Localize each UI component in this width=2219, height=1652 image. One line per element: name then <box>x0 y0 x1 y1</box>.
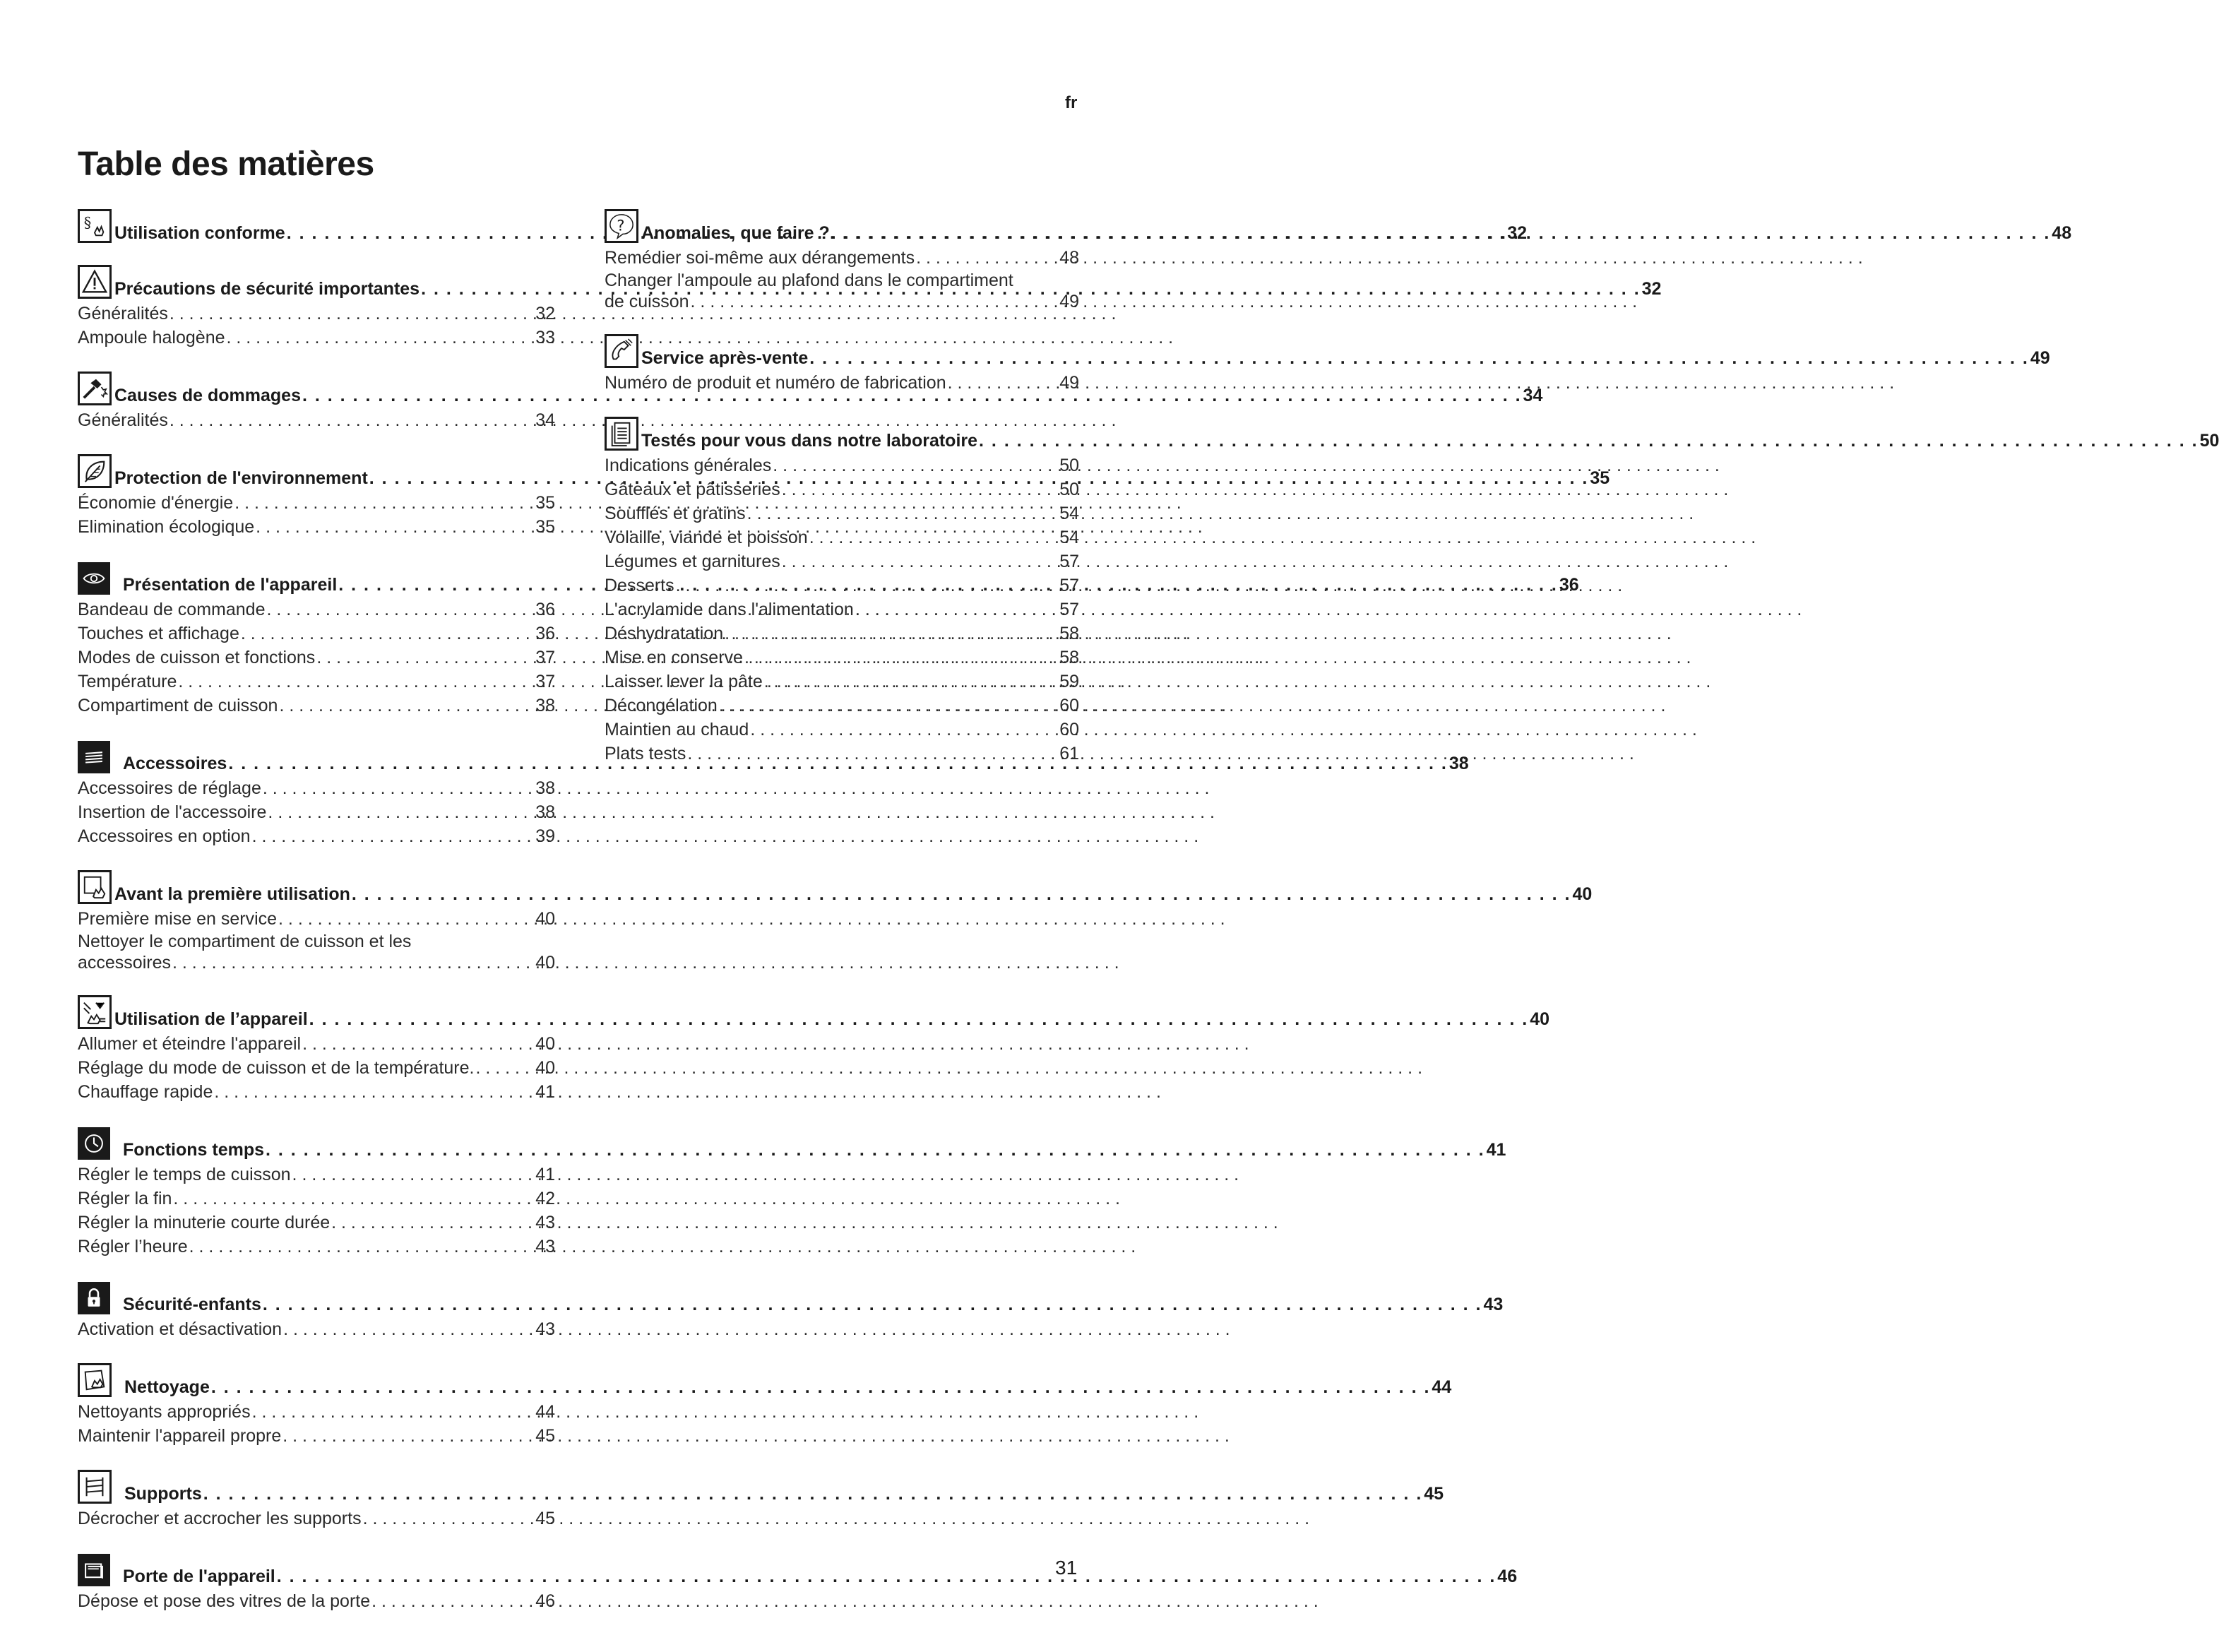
toc-entry[interactable] <box>78 1080 555 1104</box>
entry-label: Chauffage rapide <box>78 1082 213 1102</box>
document-lab-icon <box>605 417 638 451</box>
entry-label: Bandeau de commande <box>78 600 266 619</box>
entry-label: Économie d'énergie <box>78 493 234 513</box>
toc-section <box>605 330 2050 395</box>
toc-entry[interactable] <box>78 302 555 326</box>
entry-label: Décongélation <box>605 696 718 715</box>
section-title: Nettoyage <box>124 1377 210 1397</box>
section-title: Anomalies, que faire ? <box>641 223 830 243</box>
toc-section <box>78 1466 1444 1531</box>
lock-icon <box>78 1282 110 1314</box>
entry-page: 32 <box>535 304 555 323</box>
toc-entry[interactable] <box>605 694 1079 718</box>
page-title: Table des matières <box>78 145 374 183</box>
entry-label: Compartiment de cuisson <box>78 696 278 715</box>
entry-label: Accessoires en option <box>78 826 251 846</box>
toc-entry[interactable] <box>605 270 1079 312</box>
entry-page: 38 <box>535 802 555 822</box>
entry-page: 42 <box>535 1189 555 1208</box>
first-use-hand-icon <box>78 870 112 904</box>
section-title: Service après-vente <box>641 348 809 368</box>
toc-section <box>78 1276 1504 1341</box>
entry-page: 48 <box>1059 248 1079 268</box>
clock-icon <box>78 1127 110 1160</box>
entry-label: Accessoires de réglage <box>78 778 261 798</box>
toc-entry[interactable] <box>605 453 1079 477</box>
entry-page: 43 <box>535 1213 555 1232</box>
entry-page: 40 <box>535 1034 555 1054</box>
toc-entry[interactable] <box>78 1056 555 1080</box>
section-title: Précautions de sécurité importantes <box>114 279 420 299</box>
section-page: 36 <box>1559 575 1579 595</box>
entry-page: 57 <box>1059 552 1079 571</box>
section-title: Porte de l'appareil <box>123 1567 275 1586</box>
entry-label: Ampoule halogène <box>78 328 225 347</box>
toc-section <box>78 1122 1506 1259</box>
entry-page: 38 <box>535 696 555 715</box>
toc-section <box>78 1359 1452 1448</box>
section-title: Fonctions temps <box>123 1140 265 1160</box>
toc-entry[interactable] <box>78 1507 555 1531</box>
toc-entry[interactable] <box>78 1163 555 1187</box>
entry-page: 50 <box>1059 480 1079 499</box>
toc-entry[interactable] <box>78 1317 555 1341</box>
entry-page: 41 <box>535 1165 555 1184</box>
entry-label: Indications générales <box>605 456 772 475</box>
section-page: 32 <box>1641 279 1662 299</box>
entry-label: Gâteaux et pâtisseries <box>605 480 780 499</box>
section-page: 49 <box>2030 348 2050 368</box>
warning-triangle-icon <box>78 265 112 299</box>
section-page: 38 <box>1448 754 1469 773</box>
supports-rack-icon <box>78 1470 112 1504</box>
toc-entry[interactable] <box>78 1032 555 1056</box>
entry-page: 49 <box>1059 373 1079 393</box>
entry-page: 54 <box>1059 504 1079 523</box>
toc-entry[interactable] <box>78 1235 555 1259</box>
toc-entry[interactable] <box>605 646 1079 670</box>
entry-label: Maintenir l'appareil propre <box>78 1426 282 1446</box>
section-title: Accessoires <box>123 754 227 773</box>
entry-page: 46 <box>535 1591 555 1611</box>
toc-entry[interactable] <box>605 246 1079 270</box>
entry-page: 61 <box>1059 744 1079 763</box>
entry-page: 58 <box>1059 648 1079 667</box>
toc-entry[interactable] <box>605 670 1079 694</box>
entry-label: Régler la minuterie courte durée <box>78 1213 331 1232</box>
entry-label: Allumer et éteindre l'appareil <box>78 1034 302 1054</box>
entry-page: 35 <box>535 493 555 513</box>
toc-entry[interactable] <box>78 326 555 350</box>
entry-page: 36 <box>535 624 555 643</box>
accessories-tray-icon <box>78 741 110 773</box>
entry-page: 40 <box>535 953 555 973</box>
entry-label: Régler l’heure <box>78 1237 188 1256</box>
section-page: 32 <box>1507 223 1528 243</box>
entry-page: 45 <box>535 1426 555 1446</box>
entry-label: Nettoyants appropriés <box>78 1402 251 1422</box>
toc-entry[interactable] <box>78 1424 555 1448</box>
toc-section-heading[interactable] <box>78 866 1593 904</box>
entry-label: Remédier soi-même aux dérangements <box>605 248 915 268</box>
section-page: 40 <box>1530 1009 1550 1029</box>
entry-label: Régler la fin <box>78 1189 172 1208</box>
toc-section-heading[interactable] <box>605 330 2050 368</box>
entry-label: Déshydratation <box>605 624 724 643</box>
entry-label: Généralités <box>78 410 168 430</box>
entry-page: 37 <box>535 648 555 667</box>
entry-page: 44 <box>535 1402 555 1422</box>
toc-entry[interactable] <box>78 694 555 718</box>
entry-page: 57 <box>1059 576 1079 595</box>
svg-text:?: ? <box>617 217 625 234</box>
entry-label: Numéro de produit et numéro de fabrication <box>605 373 946 393</box>
section-title: Sécurité-enfants <box>123 1295 261 1314</box>
section-title: Utilisation de l’appareil <box>114 1009 308 1029</box>
section-title: Protection de l'environnement <box>114 468 368 488</box>
toc-section-heading[interactable] <box>78 1466 1444 1504</box>
entry-page: 43 <box>535 1237 555 1256</box>
toc-entry[interactable] <box>605 574 1079 598</box>
toc-entry[interactable] <box>78 646 555 670</box>
entry-label: Décrocher et accrocher les supports <box>78 1509 362 1528</box>
entry-page: 39 <box>535 826 555 846</box>
toc-entry[interactable] <box>605 525 1079 549</box>
toc-section <box>78 991 1550 1104</box>
entry-page: 37 <box>535 672 555 691</box>
toc-entry[interactable] <box>78 408 555 432</box>
entry-page: 60 <box>1059 720 1079 739</box>
entry-label: Mise en conserve <box>605 648 743 667</box>
entry-label: Régler le temps de cuisson <box>78 1165 291 1184</box>
toc-section-heading[interactable] <box>605 412 2219 451</box>
entry-label-line2: accessoires <box>78 953 171 973</box>
section-title: Utilisation conforme <box>114 223 285 243</box>
leaf-icon <box>78 454 112 488</box>
toc-entry[interactable] <box>78 670 555 694</box>
section-page: 43 <box>1483 1295 1504 1314</box>
entry-label: Volaille, viande et poisson <box>605 528 808 547</box>
entry-page: 54 <box>1059 528 1079 547</box>
toc-entry[interactable] <box>78 622 555 646</box>
section-title: Présentation de l'appareil <box>123 575 338 595</box>
entry-label: Dépose et pose des vitres de la porte <box>78 1591 371 1611</box>
language-code: fr <box>1065 93 1078 112</box>
section-title: Causes de dommages <box>114 386 301 405</box>
section-page: 46 <box>1497 1567 1518 1586</box>
entry-page: 45 <box>535 1509 555 1528</box>
entry-page: 59 <box>1059 672 1079 691</box>
entry-label: Réglage du mode de cuisson et de la température. <box>78 1058 475 1078</box>
toc-entry[interactable] <box>605 371 1079 395</box>
svg-text:§: § <box>83 213 92 231</box>
page-number: 31 <box>1055 1557 1078 1579</box>
toc-entry[interactable] <box>78 491 555 515</box>
toc-section-heading[interactable] <box>78 1359 1452 1397</box>
entry-page: 43 <box>535 1319 555 1339</box>
entry-page: 34 <box>535 410 555 430</box>
toc-entry[interactable] <box>78 1400 555 1424</box>
entry-label: Insertion de l'accessoire <box>78 802 267 822</box>
toc-entry[interactable] <box>78 598 555 622</box>
section-page: 48 <box>2052 223 2072 243</box>
toc-section-heading[interactable] <box>78 1122 1506 1160</box>
entry-label: L'acrylamide dans l'alimentation <box>605 600 854 619</box>
eye-icon <box>78 562 110 595</box>
toc-entry[interactable] <box>78 515 555 539</box>
phone-service-icon <box>605 334 638 368</box>
entry-page: 57 <box>1059 600 1079 619</box>
toc-entry[interactable] <box>78 824 555 848</box>
toc-section <box>78 866 1593 973</box>
section-page: 45 <box>1424 1484 1444 1504</box>
section-page: 34 <box>1523 386 1543 405</box>
toc-entry[interactable] <box>78 776 555 800</box>
toc-entry[interactable] <box>78 1589 555 1613</box>
entry-page: 49 <box>1059 292 1079 311</box>
toc-entry[interactable] <box>78 1211 555 1235</box>
entry-page: 35 <box>535 517 555 537</box>
entry-label: Activation et désactivation <box>78 1319 282 1339</box>
toc-entry[interactable] <box>605 718 1079 742</box>
entry-page: 40 <box>535 909 555 929</box>
section-page: 50 <box>2199 431 2219 451</box>
entry-label-line2: de cuisson <box>605 292 689 311</box>
entry-label: Desserts <box>605 576 674 595</box>
toc-entry[interactable] <box>605 549 1079 574</box>
toc-entry[interactable] <box>605 622 1079 646</box>
entry-label: Température <box>78 672 177 691</box>
section-title: Avant la première utilisation <box>114 884 350 904</box>
entry-page: 58 <box>1059 624 1079 643</box>
hammer-damage-icon <box>78 372 112 405</box>
oven-door-icon <box>78 1554 110 1586</box>
appliance-use-icon <box>78 995 112 1029</box>
section-title: Supports <box>124 1484 202 1504</box>
question-icon <box>605 209 638 243</box>
entry-label: Elimination écologique <box>78 517 255 537</box>
toc-entry[interactable] <box>605 501 1079 525</box>
toc-entry[interactable] <box>78 800 555 824</box>
entry-page: 33 <box>535 328 555 347</box>
toc-entry[interactable] <box>78 907 555 931</box>
entry-label: Laisser lever la pâte <box>605 672 763 691</box>
entry-label: Généralités <box>78 304 168 323</box>
entry-label-line1: Changer l'ampoule au plafond dans le compartiment <box>605 271 1013 290</box>
section-page: 41 <box>1486 1140 1506 1160</box>
entry-label-line1: Nettoyer le compartiment de cuisson et les <box>78 932 412 951</box>
entry-label: Première mise en service <box>78 909 278 929</box>
section-page: 35 <box>1590 468 1610 488</box>
section-paragraph-icon <box>78 209 112 243</box>
toc-entry[interactable] <box>605 742 1079 766</box>
section-page: 40 <box>1572 884 1593 904</box>
cleaning-hand-icon <box>78 1363 112 1397</box>
entry-label: Touches et affichage <box>78 624 239 643</box>
entry-label: Plats tests <box>605 744 686 763</box>
toc-section-heading[interactable] <box>78 991 1550 1029</box>
entry-page: 38 <box>535 778 555 798</box>
entry-page: 41 <box>535 1082 555 1102</box>
section-title: Testés pour vous dans notre laboratoire <box>641 431 978 451</box>
section-page: 44 <box>1432 1377 1452 1397</box>
toc-entry[interactable] <box>605 477 1079 501</box>
toc-entry[interactable] <box>78 1187 555 1211</box>
entry-label: Légumes et garnitures <box>605 552 780 571</box>
entry-page: 50 <box>1059 456 1079 475</box>
toc-entry[interactable] <box>78 931 555 973</box>
toc-section-heading[interactable] <box>78 1276 1504 1314</box>
entry-page: 40 <box>535 1058 555 1078</box>
entry-label: Modes de cuisson et fonctions <box>78 648 316 667</box>
entry-label: Maintien au chaud <box>605 720 749 739</box>
toc-entry[interactable] <box>605 598 1079 622</box>
entry-page: 60 <box>1059 696 1079 715</box>
entry-page: 36 <box>535 600 555 619</box>
entry-label: Soufflés et gratins <box>605 504 746 523</box>
